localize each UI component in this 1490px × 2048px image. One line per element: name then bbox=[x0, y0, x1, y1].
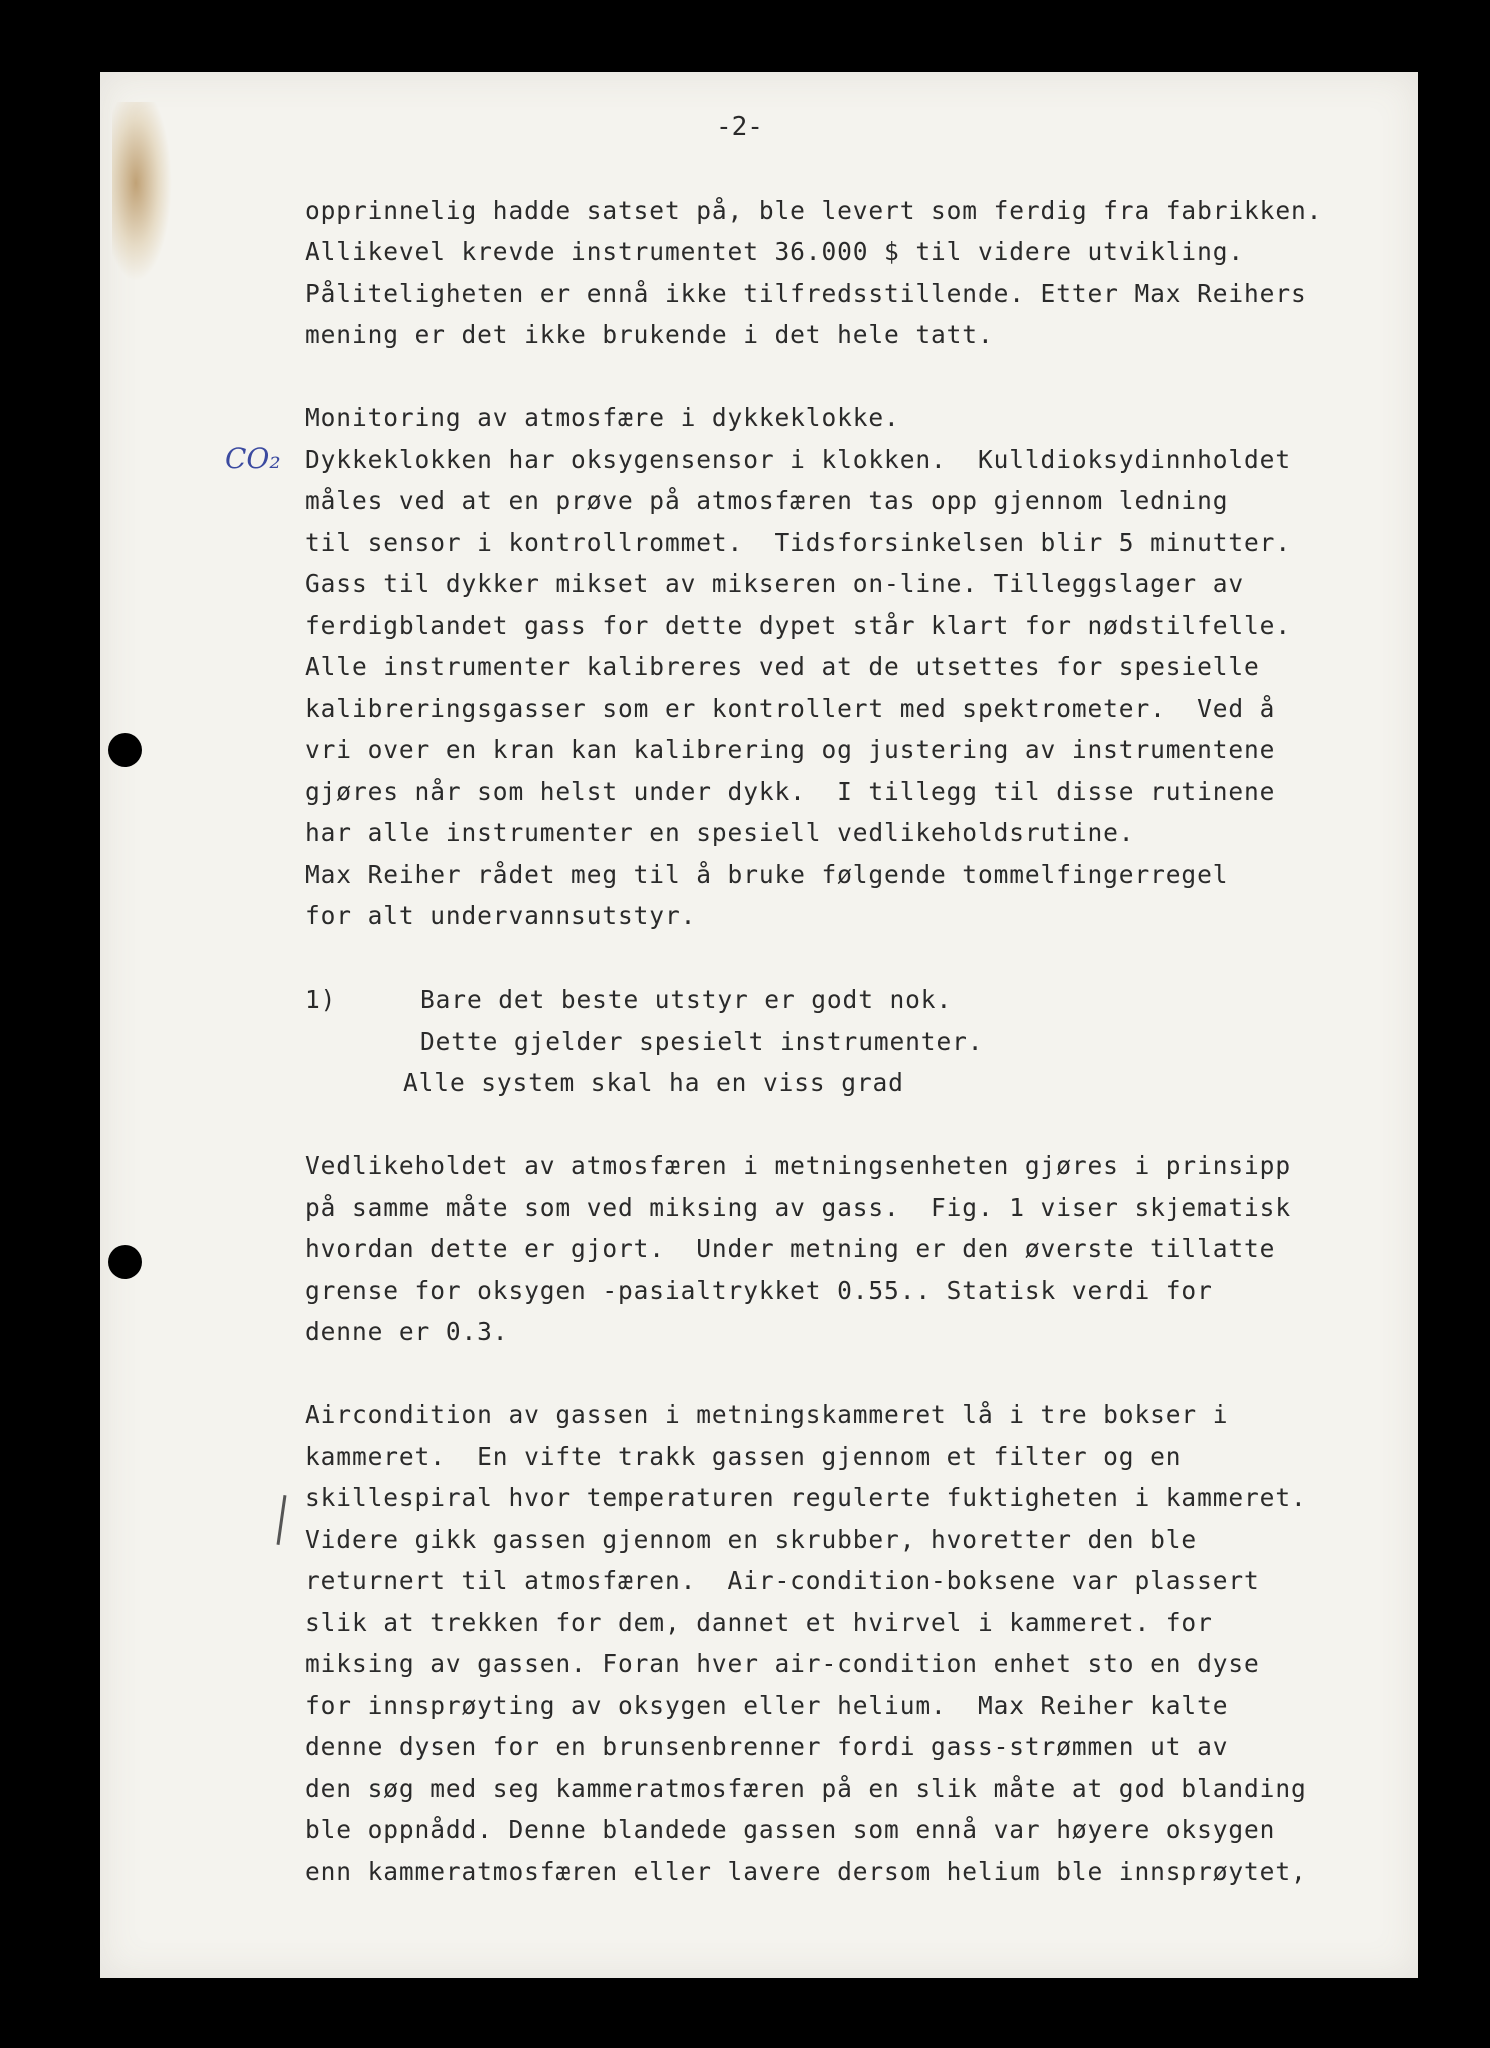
list-item-line: Bare det beste utstyr er godt nok. bbox=[420, 985, 953, 1014]
list-item-line: Dette gjelder spesielt instrumenter. bbox=[420, 1027, 984, 1056]
text-line: Allikevel krevde instrumentet 36.000 $ til videre utvikling. bbox=[305, 237, 1245, 266]
section-heading: Monitoring av atmosfære i dykkeklokke. bbox=[305, 403, 900, 432]
list-number: 1) bbox=[305, 985, 337, 1014]
text-line: ble oppnådd. Denne blandede gassen som ennå var høyere oksygen bbox=[305, 1815, 1276, 1844]
rust-stain bbox=[112, 102, 172, 282]
text-line: ferdigblandet gass for dette dypet står klart for nødstilfelle. bbox=[305, 611, 1291, 640]
text-line: vri over en kran kan kalibrering og justering av instrumentene bbox=[305, 735, 1276, 764]
margin-note: CO₂ bbox=[225, 442, 281, 475]
text-line: mening er det ikke brukende i det hele tatt. bbox=[305, 320, 994, 349]
text-line: grense for oksygen -pasialtrykket 0.55.. Statisk verdi for bbox=[305, 1276, 1213, 1305]
text-line: enn kammeratmosfæren eller lavere dersom helium ble innsprøytet, bbox=[305, 1857, 1307, 1886]
text-line: Alle instrumenter kalibreres ved at de utsettes for spesielle bbox=[305, 652, 1260, 681]
text-line: hvordan dette er gjort. Under metning er den øverste tillatte bbox=[305, 1234, 1276, 1263]
text-line: Dykkeklokken har oksygensensor i klokken. Kulldioksydinnholdet bbox=[305, 445, 1291, 474]
text-line: den søg med seg kammeratmosfæren på en slik måte at god blanding bbox=[305, 1774, 1307, 1803]
text-line: Aircondition av gassen i metningskammeret lå i tre bokser i bbox=[305, 1400, 1229, 1429]
text-line: måles ved at en prøve på atmosfæren tas opp gjennom ledning bbox=[305, 486, 1229, 515]
text-line: Vedlikeholdet av atmosfæren i metningsenheten gjøres i prinsipp bbox=[305, 1151, 1291, 1180]
text-line: for innsprøyting av oksygen eller helium. Max Reiher kalte bbox=[305, 1691, 1229, 1720]
text-line: miksing av gassen. Foran hver air-condition enhet sto en dyse bbox=[305, 1649, 1260, 1678]
text-line: på samme måte som ved miksing av gass. Fig. 1 viser skjematisk bbox=[305, 1193, 1291, 1222]
text-line: for alt undervannsutstyr. bbox=[305, 901, 697, 930]
text-line: gjøres når som helst under dykk. I tillegg til disse rutinene bbox=[305, 777, 1276, 806]
list-item-line: Alle system skal ha en viss grad bbox=[403, 1068, 904, 1097]
text-line: kalibreringsgasser som er kontrollert med spektrometer. Ved å bbox=[305, 694, 1276, 723]
text-line: opprinnelig hadde satset på, ble levert som ferdig fra fabrikken. bbox=[305, 196, 1323, 225]
text-line: denne er 0.3. bbox=[305, 1317, 509, 1346]
punch-hole-lower bbox=[108, 1245, 142, 1279]
text-line: skillespiral hvor temperaturen regulerte fuktigheten i kammeret. bbox=[305, 1483, 1307, 1512]
text-line: slik at trekken for dem, dannet et hvirvel i kammeret. for bbox=[305, 1608, 1213, 1637]
punch-hole-upper bbox=[108, 733, 142, 767]
text-line: Påliteligheten er ennå ikke tilfredsstillende. Etter Max Reihers bbox=[305, 279, 1307, 308]
text-line: til sensor i kontrollrommet. Tidsforsinkelsen blir 5 minutter. bbox=[305, 528, 1291, 557]
text-line: Gass til dykker mikset av mikseren on-line. Tilleggslager av bbox=[305, 569, 1245, 598]
page-number: -2- bbox=[716, 112, 763, 142]
text-line: returnert til atmosfæren. Air-condition-boksene var plassert bbox=[305, 1566, 1260, 1595]
text-line: kammeret. En vifte trakk gassen gjennom et filter og en bbox=[305, 1442, 1182, 1471]
text-line: Videre gikk gassen gjennom en skrubber, hvoretter den ble bbox=[305, 1525, 1198, 1554]
text-line: har alle instrumenter en spesiell vedlikeholdsrutine. bbox=[305, 818, 1135, 847]
text-line: denne dysen for en brunsenbrenner fordi gass-strømmen ut av bbox=[305, 1732, 1229, 1761]
text-line: Max Reiher rådet meg til å bruke følgende tommelfingerregel bbox=[305, 860, 1229, 889]
